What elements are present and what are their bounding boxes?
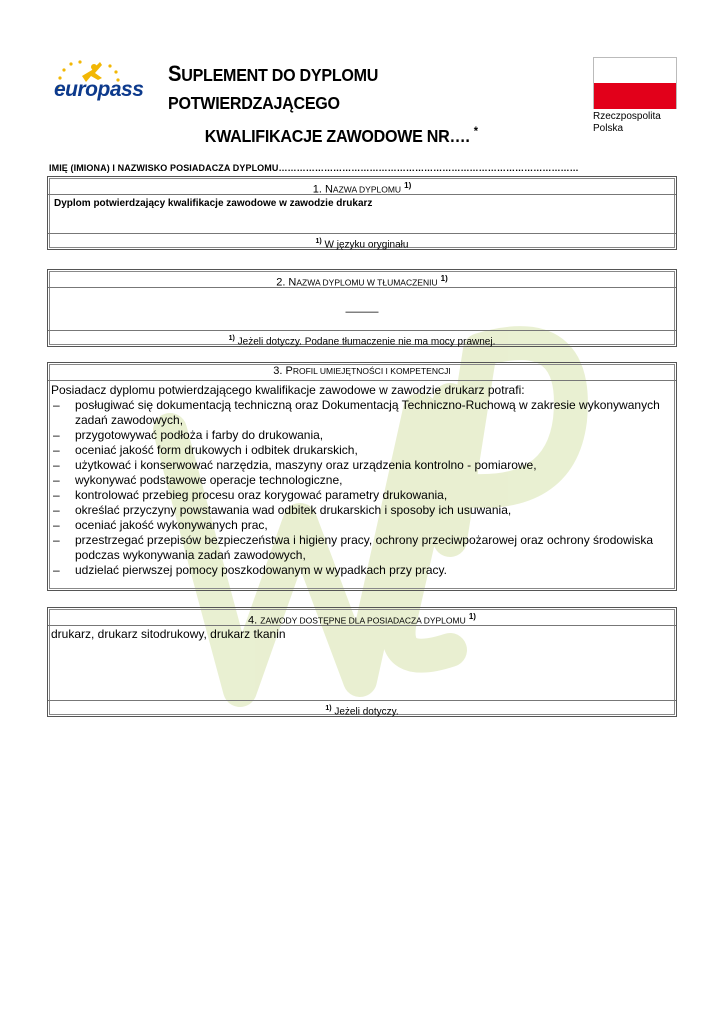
polish-flag xyxy=(593,57,677,109)
skills-list xyxy=(48,398,676,578)
document-title: SUPLEMENT DO DYPLOMU POTWIERDZAJĄCEGO KWALIFIKACJE ZAWODOWE NR…. * xyxy=(168,61,478,146)
holder-name-field: IMIĘ (IMIONA) I NAZWISKO POSIADACZA DYPLOMU……………………………………………………………………………………… xyxy=(49,163,579,173)
occupations-value: drukarz, drukarz sitodrukowy, drukarz tkanin xyxy=(51,627,286,641)
list-item: – przygotowywać podłoża i farby do drukowania, xyxy=(53,428,324,442)
list-item: – przestrzegać przepisów bezpieczeństwa i higieny pracy, ochrony przeciwpożarowej oraz ochrony środowiska podczas wykonywania zadań zawodowych, xyxy=(53,533,654,562)
list-item: – kontrolować przebieg procesu oraz korygować parametry drukowania, xyxy=(53,488,448,502)
section-diploma-name xyxy=(47,176,677,250)
diploma-name-value: Dyplom potwierdzający kwalifikacje zawodowe w zawodzie drukarz xyxy=(54,198,373,209)
list-item: – wykonywać podstawowe operacje technologiczne, xyxy=(53,473,343,487)
skills-intro: Posiadacz dyplomu potwierdzającego kwalifikacje zawodowe w zawodzie drukarz potrafi: xyxy=(51,383,525,397)
flag-caption: Rzeczpospolita Polska xyxy=(593,111,661,134)
list-item: – oceniać jakość wykonywanych prac, xyxy=(53,518,268,532)
list-item: – użytkować i konserwować narzędzia, maszyny oraz urządzenia kontrolno - pomiarowe, xyxy=(53,458,537,472)
section-heading: 1. NAZWA DYPLOMU $^{1)}$ xyxy=(48,177,676,195)
section-heading: 2. NAZWA DYPLOMU W TŁUMACZENIU $^{1)}$ xyxy=(48,270,676,288)
list-item: – udzielać pierwszej pomocy poszkodowanym w wypadkach przy pracy. xyxy=(53,563,447,577)
section-skills-profile xyxy=(47,362,677,591)
section-heading: 3. PROFIL UMIEJĘTNOŚCI I KOMPETENCJI xyxy=(48,363,676,381)
section-heading: 4. ZAWODY DOSTĘPNE DLA POSIADACZA DYPLOMU $^{1)}$ xyxy=(48,608,676,626)
section-footnote: $^{1)}$ Jeżeli dotyczy. xyxy=(48,700,676,716)
list-item: – posługiwać się dokumentacją techniczną oraz Dokumentacją Techniczno-Ruchową w zakresie wykonywanych zadań zawodowych, xyxy=(53,398,660,427)
translation-value: ——— xyxy=(345,306,379,318)
section-available-occupations xyxy=(47,607,677,717)
section-footnote: $^{1)}$ Jeżeli dotyczy. Podane tłumaczenie nie ma mocy prawnej. xyxy=(48,330,676,346)
europass-logo-text: europass xyxy=(54,78,144,101)
list-item: – określać przyczyny powstawania wad odbitek drukarskich i sposoby ich usuwania, xyxy=(53,503,512,517)
section-diploma-translation xyxy=(47,269,677,347)
section-footnote: $^{1)}$ W języku oryginału xyxy=(48,233,676,249)
list-item: – oceniać jakość form drukowych i odbitek drukarskich, xyxy=(53,443,358,457)
